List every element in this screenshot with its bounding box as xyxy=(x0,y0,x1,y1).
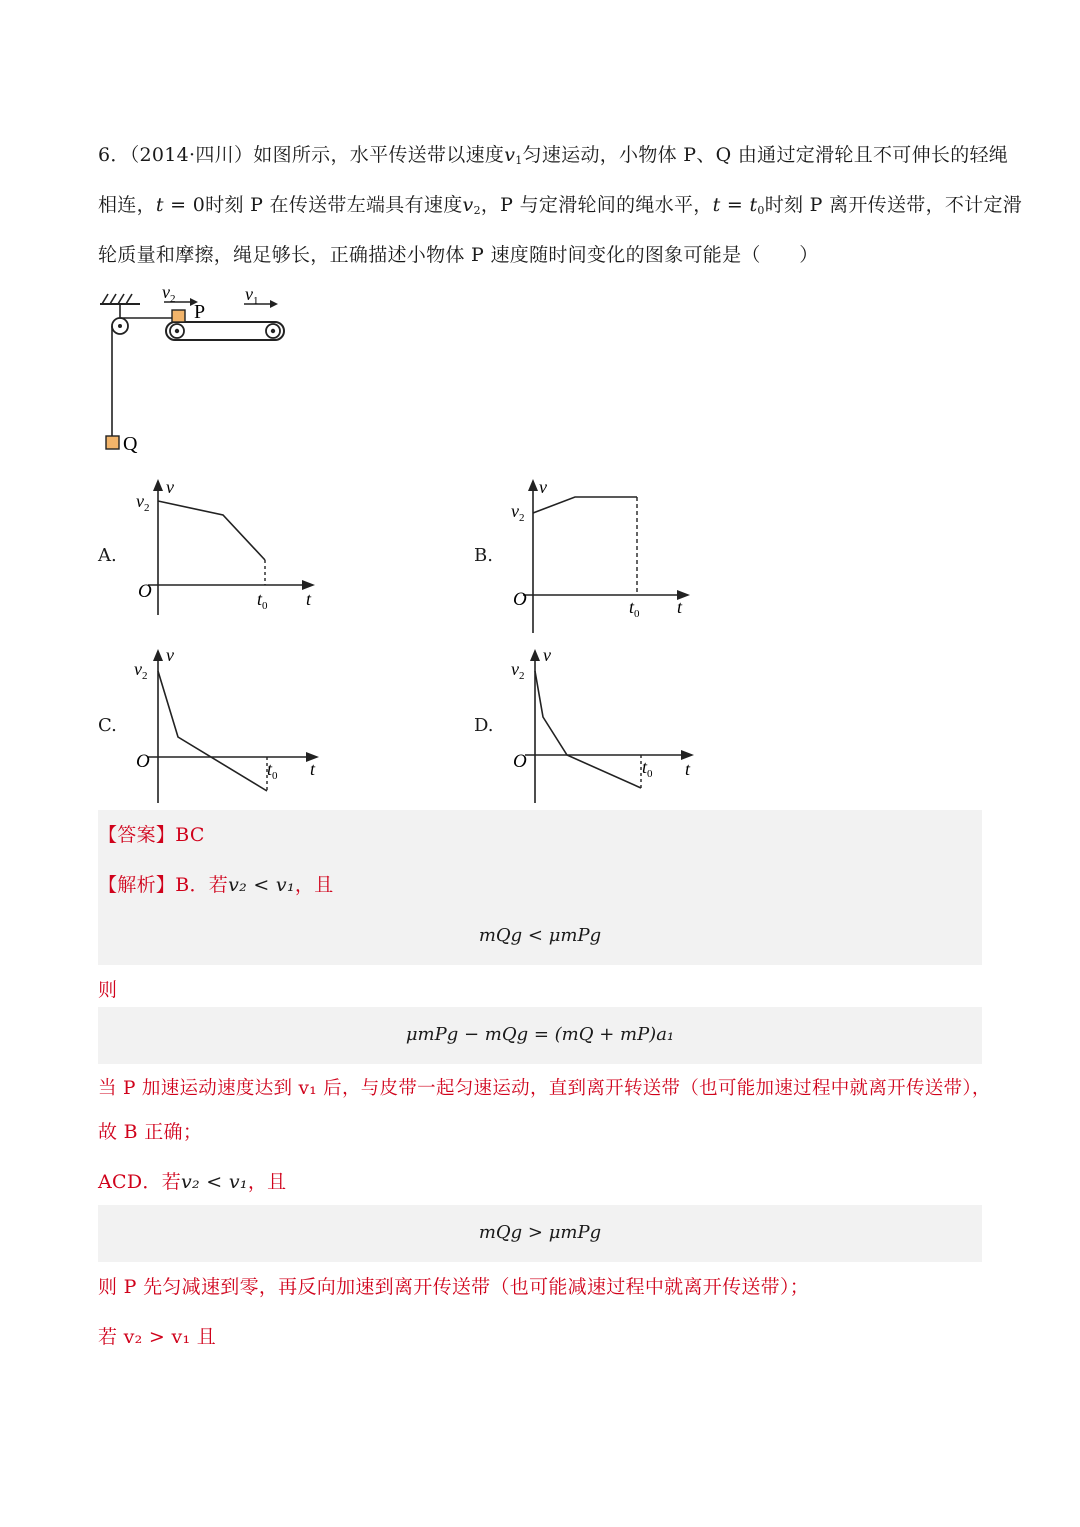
v2-tick-label: $v_2$ xyxy=(134,659,148,682)
block-q xyxy=(106,436,119,449)
velocity-curve xyxy=(158,501,265,560)
t-axis-label: t xyxy=(306,589,312,609)
ceiling-hatch xyxy=(102,294,132,304)
conveyor-diagram xyxy=(98,282,298,462)
answer-tag: 【答案】 xyxy=(98,824,176,846)
analysis-last-line: 若 v₂ > v₁ 且 xyxy=(98,1326,217,1348)
question-line-1: 6．（2014·四川）如图所示，水平传送带以速度$v_1$匀速运动，小物体 P、Q 由通过定滑轮且不可伸长的轻绳 xyxy=(98,144,1009,167)
block-p xyxy=(172,310,185,322)
t0-label: $t_0$ xyxy=(257,589,268,612)
t-axis-label: t xyxy=(310,759,316,779)
option-a-label: A. xyxy=(98,545,117,566)
graph-b xyxy=(505,475,695,640)
answer-line xyxy=(98,820,205,847)
t0-label: $t_0$ xyxy=(629,597,640,620)
v2-tick-label: $v_2$ xyxy=(511,501,525,524)
option-d-label: D. xyxy=(474,715,494,736)
t0-label: $t_0$ xyxy=(642,757,653,780)
v-axis-label: v xyxy=(539,477,547,497)
v1-label: $v_1$ xyxy=(245,284,259,307)
t-axis-label: t xyxy=(685,759,691,779)
conveyor-svg xyxy=(98,282,298,462)
analysis-b-line: 【解析】B．若v₂ < v₁，且 xyxy=(98,874,334,896)
origin-label: O xyxy=(513,589,527,610)
v-axis-label: v xyxy=(543,645,551,665)
q-label: Q xyxy=(123,433,138,455)
t-axis-label: t xyxy=(677,597,683,617)
velocity-curve xyxy=(533,497,637,513)
v2-tick-label: $v_2$ xyxy=(136,491,150,514)
then-text: 则 xyxy=(98,979,118,1001)
option-c-label: C. xyxy=(98,715,117,736)
graph-d xyxy=(505,645,695,810)
question-line-3: 轮质量和摩擦，绳足够长，正确描述小物体 P 速度随时间变化的图象可能是（ ） xyxy=(98,244,819,266)
velocity-curve xyxy=(535,671,641,788)
option-b-label: B. xyxy=(474,545,493,566)
v-axis-label: v xyxy=(166,477,174,497)
answer-value: BC xyxy=(175,824,205,846)
analysis-tag: 【解析】 xyxy=(98,874,176,896)
origin-label: O xyxy=(136,751,150,772)
graph-c xyxy=(130,645,320,810)
velocity-curve xyxy=(158,671,267,791)
analysis-acd-line: ACD．若v₂ < v₁，且 xyxy=(98,1171,287,1193)
origin-label: O xyxy=(513,751,527,772)
equation-3: mQg > μmPg xyxy=(478,1222,602,1243)
question-line-2: 相连，t = 0时刻 P 在传送带左端具有速度$v_2$，P 与定滑轮间的绳水平，$t = t_0$时刻 P 离开传送带，不计定滑 xyxy=(98,194,1023,217)
analysis-b-text-2: 故 B 正确； xyxy=(98,1121,203,1143)
p-label: P xyxy=(194,301,206,323)
origin-label: O xyxy=(138,581,152,602)
t0-label: $t_0$ xyxy=(267,759,278,782)
analysis-acd-text: 则 P 先匀减速到零，再反向加速到离开传送带（也可能减速过程中就离开传送带）； xyxy=(98,1276,810,1298)
equation-1: mQg < μmPg xyxy=(478,925,602,946)
v2-tick-label: $v_2$ xyxy=(511,659,525,682)
analysis-b-text-1: 当 P 加速运动速度达到 v₁ 后，与皮带一起匀速运动，直到离开转送带（也可能加速过程中就离开传送带）， xyxy=(98,1078,991,1099)
v2-label: $v_2$ xyxy=(162,282,176,305)
v-axis-label: v xyxy=(166,645,174,665)
equation-2: μmPg − mQg = (mQ + mP)a₁ xyxy=(405,1024,675,1045)
pulley-axle xyxy=(118,324,122,328)
graph-a xyxy=(130,475,320,640)
